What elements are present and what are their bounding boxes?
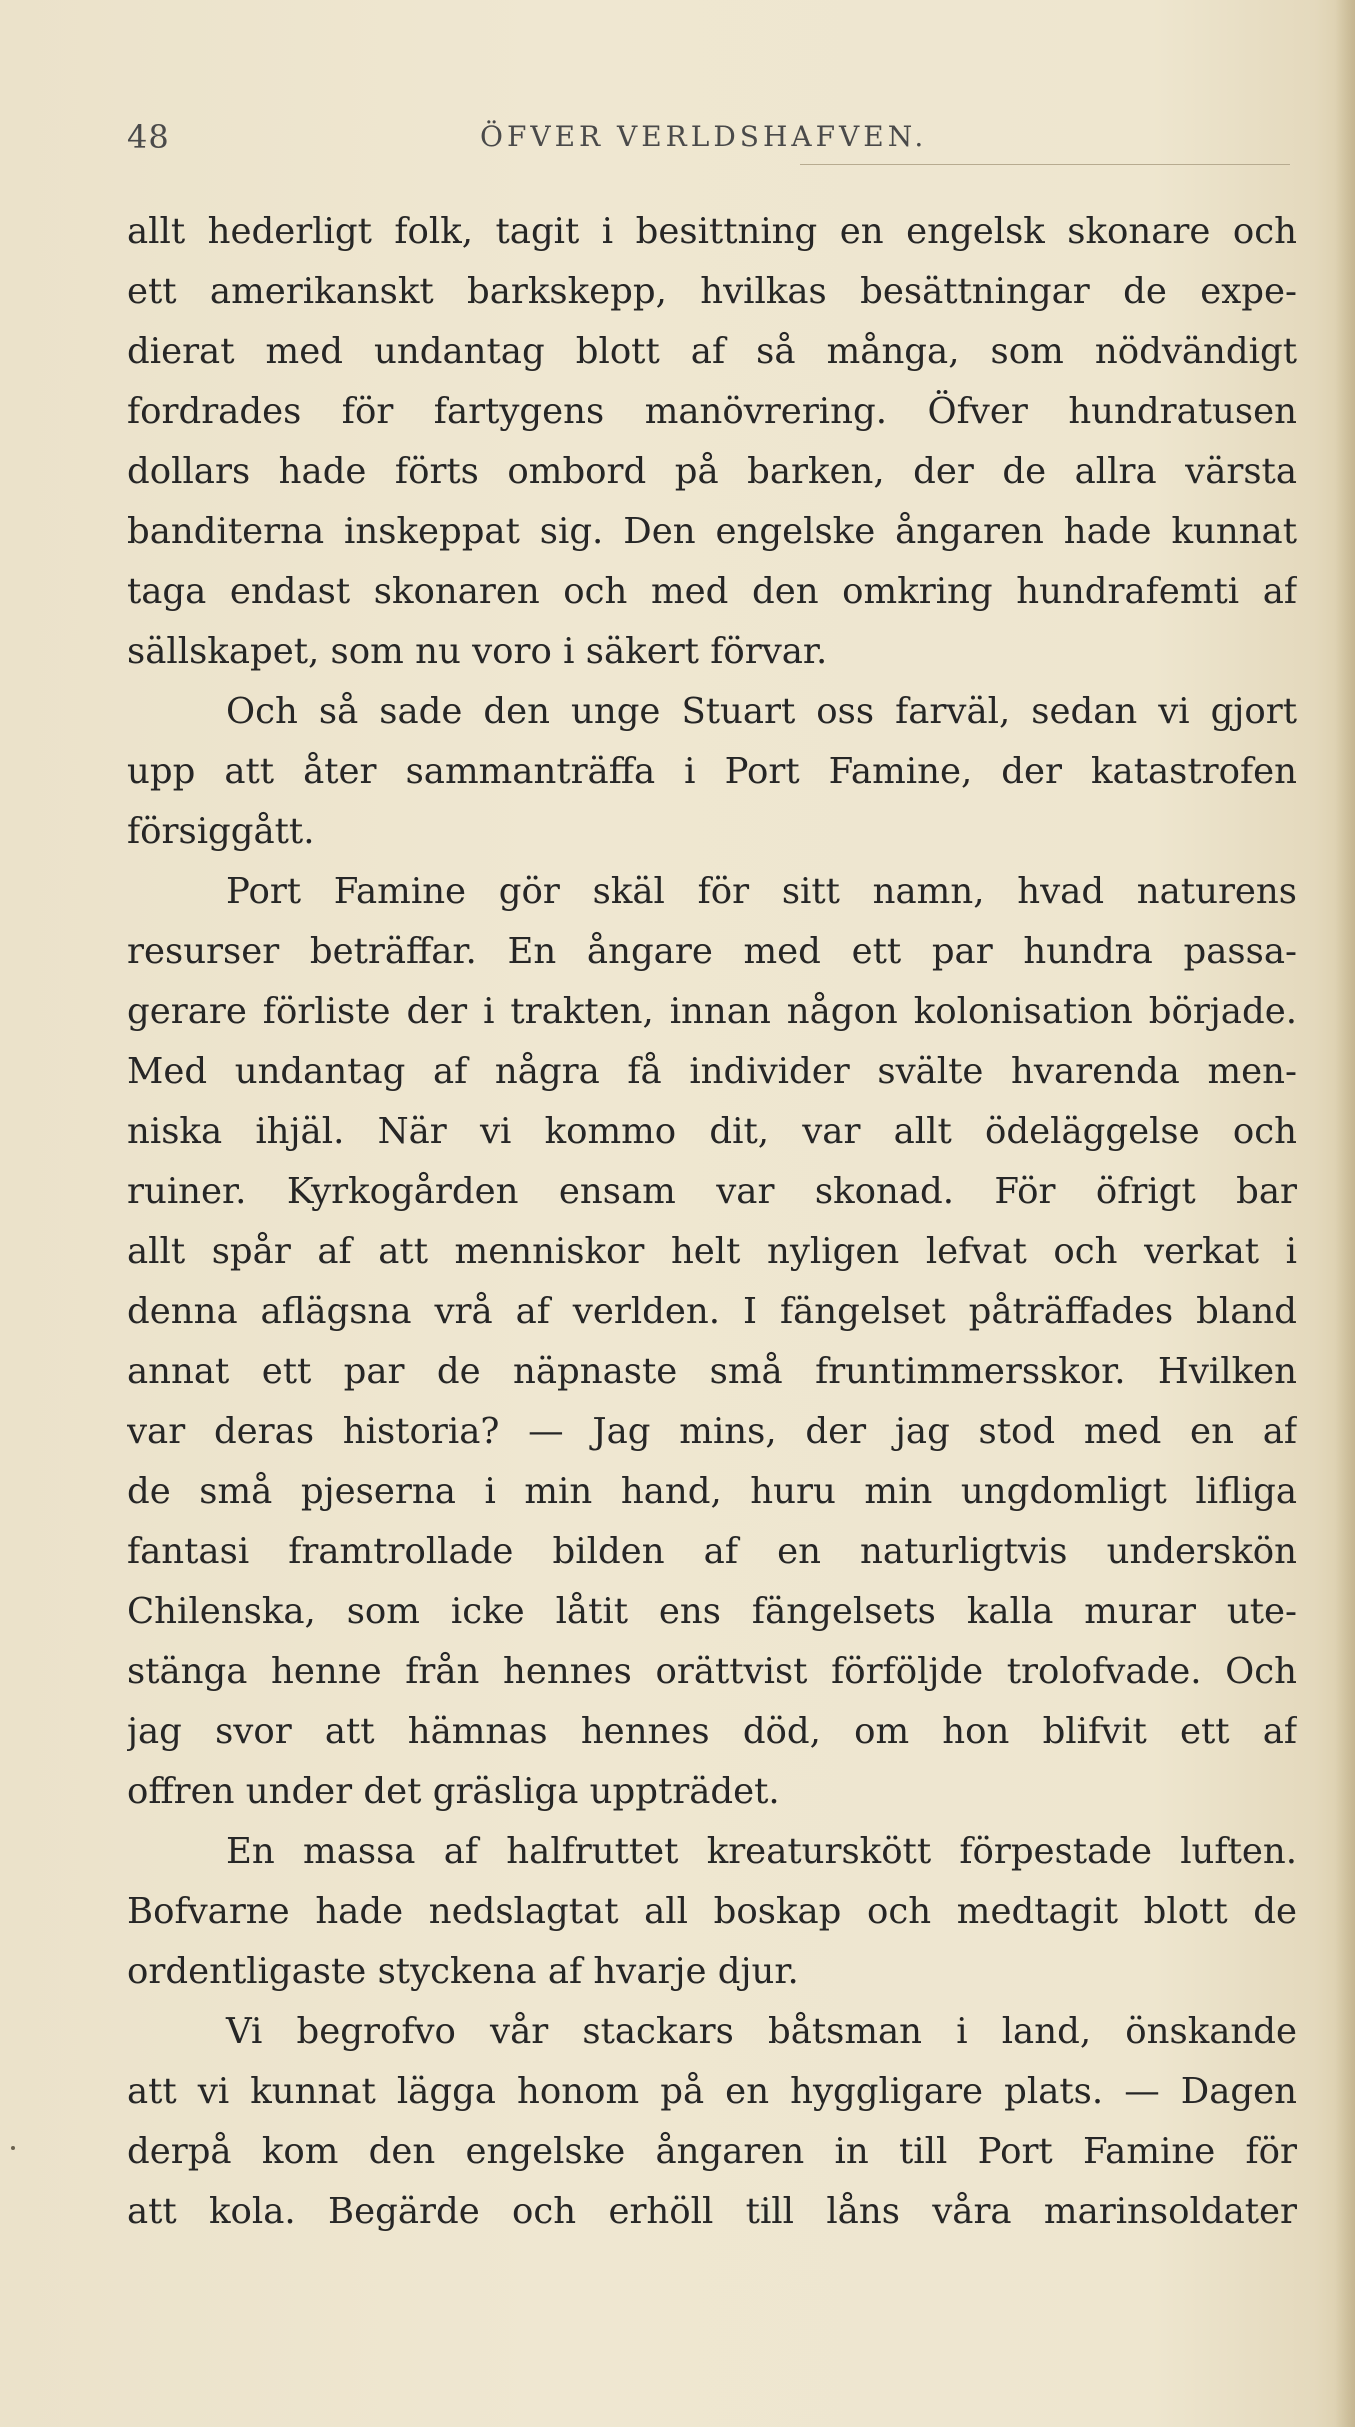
text-line: resurser beträffar. En ångare med ett par hundra passa- — [127, 931, 1297, 972]
text-line: försiggått. — [127, 811, 315, 852]
text-line: taga endast skonaren och med den omkring hundrafemti af — [127, 571, 1297, 612]
text-line: dollars hade förts ombord på barken, der de allra värsta — [127, 451, 1297, 492]
page-edge-shadow — [1335, 0, 1355, 2427]
text-line: Port Famine gör skäl för sitt namn, hvad naturens — [226, 871, 1297, 912]
text-line: offren under det gräsliga uppträdet. — [127, 1771, 780, 1812]
text-line: dierat med undantag blott af så många, som nödvändigt — [127, 331, 1297, 372]
text-line: att kola. Begärde och erhöll till låns våra marinsoldater — [127, 2191, 1297, 2232]
text-line: Med undantag af några få individer svälte hvarenda men- — [127, 1051, 1297, 1092]
text-line: ruiner. Kyrkogården ensam var skonad. För öfrigt bar — [127, 1171, 1297, 1212]
text-line: banditerna inskeppat sig. Den engelske ångaren hade kunnat — [127, 511, 1297, 552]
text-line: var deras historia? — Jag mins, der jag stod med en af — [127, 1411, 1297, 1452]
text-line: att vi kunnat lägga honom på en hyggligare plats. — Dagen — [127, 2071, 1297, 2112]
page-header — [0, 118, 1355, 168]
header-rule — [800, 164, 1290, 165]
text-line: denna aflägsna vrå af verlden. I fängelset påträffades bland — [127, 1291, 1297, 1332]
text-line: fantasi framtrollade bilden af en naturligtvis underskön — [127, 1531, 1297, 1572]
text-line: sällskapet, som nu voro i säkert förvar. — [127, 631, 828, 672]
text-line: ordentligaste styckena af hvarje djur. — [127, 1951, 799, 1992]
text-line: Bofvarne hade nedslagtat all boskap och medtagit blott de — [127, 1891, 1297, 1932]
text-line: jag svor att hämnas hennes död, om hon blifvit ett af — [127, 1711, 1297, 1752]
text-line: fordrades för fartygens manövrering. Öfver hundratusen — [127, 391, 1297, 432]
text-line: annat ett par de näpnaste små fruntimmersskor. Hvilken — [127, 1351, 1297, 1392]
text-line: gerare förliste der i trakten, innan någon kolonisation började. — [127, 991, 1297, 1032]
text-line: allt spår af att menniskor helt nyligen lefvat och verkat i — [127, 1231, 1297, 1272]
ink-speck — [11, 2146, 15, 2150]
page-number: 48 — [127, 118, 170, 156]
text-line: Vi begrofvo vår stackars båtsman i land, önskande — [226, 2011, 1297, 2052]
text-line: Och så sade den unge Stuart oss farväl, sedan vi gjort — [226, 691, 1297, 732]
body-text — [127, 202, 1297, 2242]
text-line: ett amerikanskt barkskepp, hvilkas besättningar de expe- — [127, 271, 1297, 312]
text-line: niska ihjäl. När vi kommo dit, var allt ödeläggelse och — [127, 1111, 1297, 1152]
text-line: upp att åter sammanträffa i Port Famine, der katastrofen — [127, 751, 1297, 792]
text-line: En massa af halfruttet kreaturskött förpestade luften. — [226, 1831, 1297, 1872]
text-line: stänga henne från hennes orättvist förföljde trolofvade. Och — [127, 1651, 1297, 1692]
text-line: Chilenska, som icke låtit ens fängelsets kalla murar ute- — [127, 1591, 1297, 1632]
text-line: de små pjeserna i min hand, huru min ungdomligt lifliga — [127, 1471, 1297, 1512]
running-title: ÖFVER VERLDSHAFVEN. — [480, 120, 928, 153]
text-line: allt hederligt folk, tagit i besittning en engelsk skonare och — [127, 211, 1297, 252]
text-line: derpå kom den engelske ångaren in till Port Famine för — [127, 2131, 1297, 2172]
